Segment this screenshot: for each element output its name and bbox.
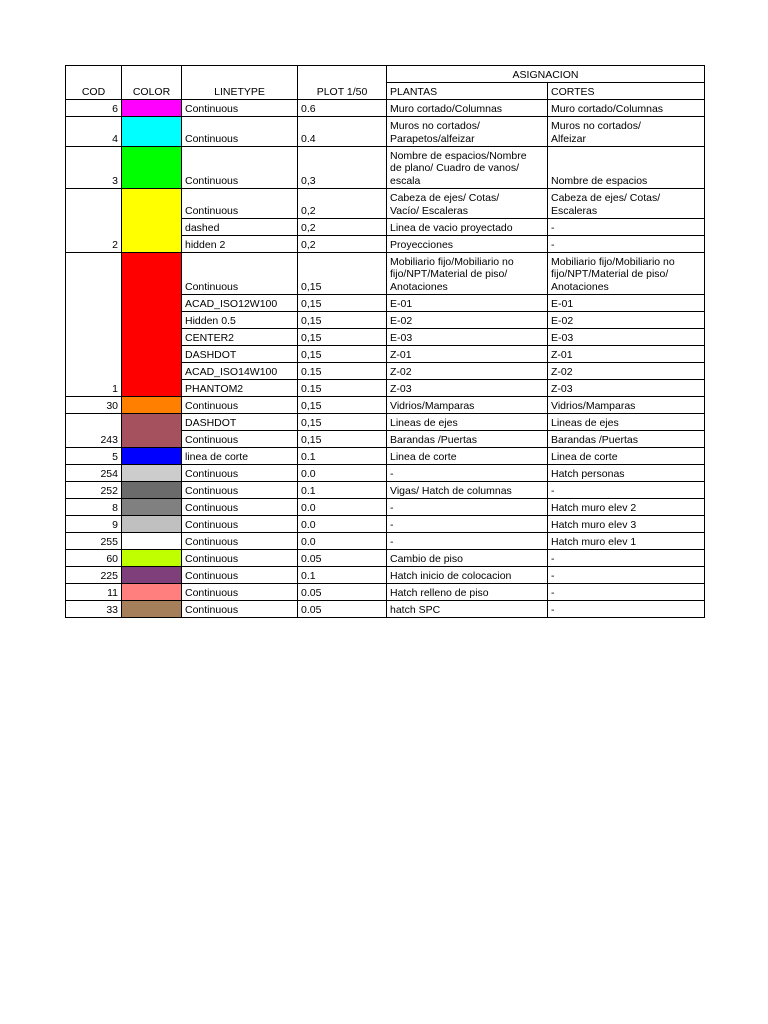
cod-cell: 60 bbox=[66, 550, 122, 567]
linetype-cell: hidden 2 bbox=[182, 236, 298, 253]
table-row bbox=[66, 253, 705, 295]
color-swatch bbox=[122, 448, 182, 465]
cortes-cell: Hatch personas bbox=[548, 465, 705, 482]
linetype-cell: Continuous bbox=[182, 550, 298, 567]
color-swatch bbox=[122, 397, 182, 414]
plantas-cell: Vigas/ Hatch de columnas bbox=[387, 482, 548, 499]
plantas-cell: Mobiliario fijo/Mobiliario no fijo/NPT/Material de piso/ Anotaciones bbox=[387, 253, 548, 295]
cortes-cell: E-03 bbox=[548, 329, 705, 346]
plantas-cell: Proyecciones bbox=[387, 236, 548, 253]
cortes-cell: - bbox=[548, 584, 705, 601]
table-row bbox=[66, 397, 705, 414]
plantas-cell: Hatch inicio de colocacion bbox=[387, 567, 548, 584]
plot-cell: 0,15 bbox=[298, 295, 387, 312]
cortes-cell: E-02 bbox=[548, 312, 705, 329]
cortes-cell: Hatch muro elev 1 bbox=[548, 533, 705, 550]
plot-cell: 0.05 bbox=[298, 601, 387, 618]
cortes-cell: Barandas /Puertas bbox=[548, 431, 705, 448]
table-row bbox=[66, 117, 705, 147]
plantas-cell: Hatch relleno de piso bbox=[387, 584, 548, 601]
cortes-cell: - bbox=[548, 567, 705, 584]
table-row bbox=[66, 516, 705, 533]
color-swatch bbox=[122, 147, 182, 189]
cod-cell: 5 bbox=[66, 448, 122, 465]
linetype-cell: CENTER2 bbox=[182, 329, 298, 346]
cortes-cell: Muro cortado/Columnas bbox=[548, 100, 705, 117]
cortes-cell: - bbox=[548, 482, 705, 499]
linetype-cell: PHANTOM2 bbox=[182, 380, 298, 397]
cortes-cell: - bbox=[548, 550, 705, 567]
linetype-cell: Continuous bbox=[182, 189, 298, 219]
plantas-cell: E-02 bbox=[387, 312, 548, 329]
cod-cell: 252 bbox=[66, 482, 122, 499]
cod-cell: 6 bbox=[66, 100, 122, 117]
linetype-cell: Continuous bbox=[182, 516, 298, 533]
layer-table-body bbox=[66, 100, 705, 618]
color-swatch bbox=[122, 516, 182, 533]
plot-cell: 0,15 bbox=[298, 329, 387, 346]
plot-cell: 0,2 bbox=[298, 189, 387, 219]
cod-cell: 33 bbox=[66, 601, 122, 618]
plot-cell: 0,15 bbox=[298, 414, 387, 431]
cortes-cell: Linea de corte bbox=[548, 448, 705, 465]
cortes-cell: Hatch muro elev 2 bbox=[548, 499, 705, 516]
layer-table bbox=[65, 65, 705, 618]
cortes-cell: - bbox=[548, 219, 705, 236]
linetype-cell: Continuous bbox=[182, 431, 298, 448]
plot-cell: 0.15 bbox=[298, 380, 387, 397]
plantas-cell: Z-02 bbox=[387, 363, 548, 380]
linetype-cell: DASHDOT bbox=[182, 414, 298, 431]
plantas-cell: Lineas de ejes bbox=[387, 414, 548, 431]
cod-cell: 254 bbox=[66, 465, 122, 482]
table-row bbox=[66, 533, 705, 550]
cod-cell: 11 bbox=[66, 584, 122, 601]
linetype-cell: Continuous bbox=[182, 567, 298, 584]
cortes-cell: E-01 bbox=[548, 295, 705, 312]
cortes-cell: Lineas de ejes bbox=[548, 414, 705, 431]
color-swatch bbox=[122, 100, 182, 117]
cod-cell: 8 bbox=[66, 499, 122, 516]
plantas-cell: - bbox=[387, 533, 548, 550]
linetype-cell: ACAD_ISO14W100 bbox=[182, 363, 298, 380]
header-cod: COD bbox=[66, 66, 122, 100]
table-row bbox=[66, 100, 705, 117]
cortes-cell: Vidrios/Mamparas bbox=[548, 397, 705, 414]
linetype-cell: dashed bbox=[182, 219, 298, 236]
plantas-cell: Z-01 bbox=[387, 346, 548, 363]
color-swatch bbox=[122, 253, 182, 397]
plantas-cell: Linea de corte bbox=[387, 448, 548, 465]
cod-cell: 30 bbox=[66, 397, 122, 414]
header-color: COLOR bbox=[122, 66, 182, 100]
table-row bbox=[66, 189, 705, 219]
header-plot: PLOT 1/50 bbox=[298, 66, 387, 100]
table-row bbox=[66, 567, 705, 584]
cortes-cell: Z-01 bbox=[548, 346, 705, 363]
plantas-cell: Vidrios/Mamparas bbox=[387, 397, 548, 414]
color-swatch bbox=[122, 414, 182, 448]
cortes-cell: Z-03 bbox=[548, 380, 705, 397]
table-row bbox=[66, 550, 705, 567]
color-swatch bbox=[122, 567, 182, 584]
cod-cell: 255 bbox=[66, 533, 122, 550]
plantas-cell: Z-03 bbox=[387, 380, 548, 397]
plot-cell: 0.15 bbox=[298, 363, 387, 380]
plot-cell: 0,2 bbox=[298, 236, 387, 253]
linetype-cell: Continuous bbox=[182, 482, 298, 499]
plantas-cell: Cambio de piso bbox=[387, 550, 548, 567]
cortes-cell: - bbox=[548, 601, 705, 618]
plantas-cell: E-01 bbox=[387, 295, 548, 312]
linetype-cell: Continuous bbox=[182, 533, 298, 550]
header-row-top bbox=[66, 66, 705, 83]
cod-cell: 9 bbox=[66, 516, 122, 533]
cortes-cell: Cabeza de ejes/ Cotas/ Escaleras bbox=[548, 189, 705, 219]
plantas-cell: - bbox=[387, 499, 548, 516]
cortes-cell: Z-02 bbox=[548, 363, 705, 380]
cortes-cell: Nombre de espacios bbox=[548, 147, 705, 189]
plantas-cell: hatch SPC bbox=[387, 601, 548, 618]
plantas-cell: E-03 bbox=[387, 329, 548, 346]
cod-cell: 4 bbox=[66, 117, 122, 147]
color-swatch bbox=[122, 550, 182, 567]
plot-cell: 0.0 bbox=[298, 533, 387, 550]
linetype-cell: Continuous bbox=[182, 117, 298, 147]
color-swatch bbox=[122, 601, 182, 618]
plot-cell: 0.1 bbox=[298, 482, 387, 499]
linetype-cell: Hidden 0.5 bbox=[182, 312, 298, 329]
linetype-cell: Continuous bbox=[182, 499, 298, 516]
plantas-cell: Barandas /Puertas bbox=[387, 431, 548, 448]
header-asignacion: ASIGNACION bbox=[387, 66, 705, 83]
plot-cell: 0.4 bbox=[298, 117, 387, 147]
plantas-cell: Linea de vacio proyectado bbox=[387, 219, 548, 236]
linetype-cell: Continuous bbox=[182, 601, 298, 618]
color-swatch bbox=[122, 465, 182, 482]
plot-cell: 0,15 bbox=[298, 312, 387, 329]
table-row bbox=[66, 601, 705, 618]
color-swatch bbox=[122, 533, 182, 550]
cod-cell: 225 bbox=[66, 567, 122, 584]
table-row bbox=[66, 448, 705, 465]
color-swatch bbox=[122, 499, 182, 516]
plot-cell: 0.6 bbox=[298, 100, 387, 117]
plot-cell: 0.05 bbox=[298, 584, 387, 601]
plantas-cell: Muros no cortados/ Parapetos/alfeizar bbox=[387, 117, 548, 147]
header-plantas: PLANTAS bbox=[387, 83, 548, 100]
plantas-cell: Muro cortado/Columnas bbox=[387, 100, 548, 117]
color-swatch bbox=[122, 117, 182, 147]
plantas-cell: Cabeza de ejes/ Cotas/ Vacío/ Escaleras bbox=[387, 189, 548, 219]
plantas-cell: Nombre de espacios/Nombre de plano/ Cuadro de vanos/ escala bbox=[387, 147, 548, 189]
linetype-cell: Continuous bbox=[182, 397, 298, 414]
plot-cell: 0,15 bbox=[298, 397, 387, 414]
plot-cell: 0.0 bbox=[298, 516, 387, 533]
table-row bbox=[66, 147, 705, 189]
table-row bbox=[66, 414, 705, 431]
linetype-cell: Continuous bbox=[182, 100, 298, 117]
linetype-cell: Continuous bbox=[182, 584, 298, 601]
plot-cell: 0,15 bbox=[298, 431, 387, 448]
table-row bbox=[66, 482, 705, 499]
plot-cell: 0,15 bbox=[298, 346, 387, 363]
linetype-cell: Continuous bbox=[182, 147, 298, 189]
plot-cell: 0,2 bbox=[298, 219, 387, 236]
cortes-cell: Mobiliario fijo/Mobiliario no fijo/NPT/Material de piso/ Anotaciones bbox=[548, 253, 705, 295]
cod-cell: 1 bbox=[66, 253, 122, 397]
color-swatch bbox=[122, 189, 182, 253]
plantas-cell: - bbox=[387, 465, 548, 482]
cod-cell: 243 bbox=[66, 414, 122, 448]
linetype-cell: DASHDOT bbox=[182, 346, 298, 363]
plantas-cell: - bbox=[387, 516, 548, 533]
plot-cell: 0.0 bbox=[298, 499, 387, 516]
plot-cell: 0.1 bbox=[298, 567, 387, 584]
color-swatch bbox=[122, 482, 182, 499]
header-linetype: LINETYPE bbox=[182, 66, 298, 100]
linetype-cell: ACAD_ISO12W100 bbox=[182, 295, 298, 312]
linetype-cell: Continuous bbox=[182, 253, 298, 295]
plot-cell: 0.05 bbox=[298, 550, 387, 567]
table-row bbox=[66, 499, 705, 516]
header-cortes: CORTES bbox=[548, 83, 705, 100]
cod-cell: 3 bbox=[66, 147, 122, 189]
table-row bbox=[66, 584, 705, 601]
color-swatch bbox=[122, 584, 182, 601]
linetype-cell: Continuous bbox=[182, 465, 298, 482]
plot-cell: 0,15 bbox=[298, 253, 387, 295]
linetype-cell: linea de corte bbox=[182, 448, 298, 465]
cod-cell: 2 bbox=[66, 189, 122, 253]
cortes-cell: - bbox=[548, 236, 705, 253]
table-row bbox=[66, 465, 705, 482]
plot-cell: 0.0 bbox=[298, 465, 387, 482]
cortes-cell: Muros no cortados/ Alfeizar bbox=[548, 117, 705, 147]
plot-cell: 0.1 bbox=[298, 448, 387, 465]
plot-cell: 0,3 bbox=[298, 147, 387, 189]
cortes-cell: Hatch muro elev 3 bbox=[548, 516, 705, 533]
